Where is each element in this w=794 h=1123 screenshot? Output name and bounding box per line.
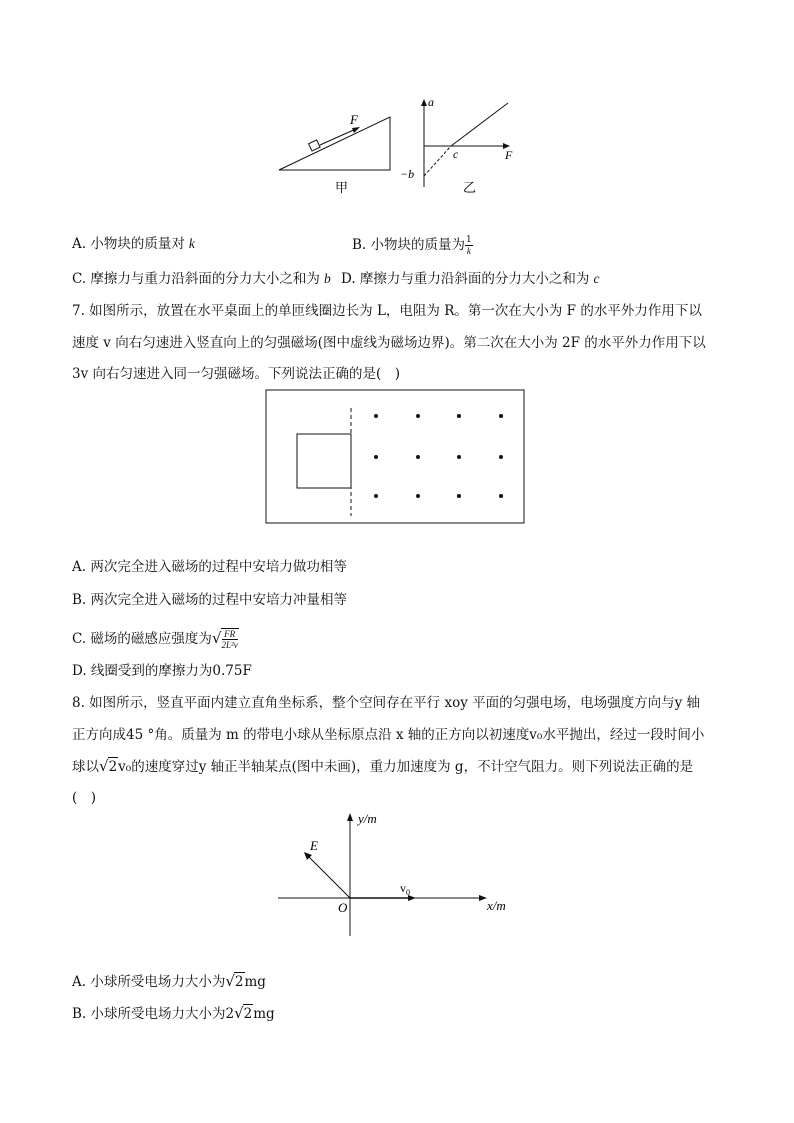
field-dot bbox=[499, 494, 503, 498]
sqrt-sign: √ bbox=[211, 629, 222, 647]
a-axis-label: a bbox=[428, 95, 434, 109]
q7-option-b: B. 两次完全进入磁场的过程中安培力冲量相等 bbox=[72, 592, 348, 608]
x-axis-label: x/m bbox=[487, 898, 506, 913]
field-dot bbox=[499, 455, 503, 459]
figure-q8-coordinate-system bbox=[270, 808, 520, 942]
intercept-minus-b: −b bbox=[400, 167, 415, 181]
field-dot bbox=[499, 414, 503, 418]
q6-option-b: B. 小物块的质量为 $\frac{1}{k}$ bbox=[352, 235, 472, 256]
graph-line-dashed bbox=[424, 146, 451, 176]
q8-option-b: B. 小球所受电场力大小为2√2mg bbox=[72, 1004, 275, 1022]
sqrt-sign: √ bbox=[225, 972, 235, 990]
e-field-label: E bbox=[310, 838, 318, 853]
q8-stem-line-2: 正方向成45 °角。质量为 m 的带电小球从坐标原点沿 x 轴的正方向以初速度v₀水平抛出，经过一段时间小 bbox=[72, 727, 705, 743]
field-dot bbox=[457, 494, 461, 498]
v0-label: $v_0$ bbox=[400, 881, 410, 897]
q8-stem-line-3: 球以√2v₀的速度穿过y 轴正半轴某点(图中未画)，重力加速度为 g，不计空气阻力。则下列说法正确的是 bbox=[72, 757, 694, 775]
a-axis-arrow bbox=[421, 99, 427, 106]
field-dot bbox=[374, 414, 378, 418]
x-axis-arrow bbox=[479, 895, 487, 901]
field-dot bbox=[374, 455, 378, 459]
incline-triangle bbox=[279, 117, 390, 170]
f-axis-label: F bbox=[505, 148, 513, 162]
figure-jia-incline bbox=[270, 108, 400, 198]
force-arrow-line bbox=[320, 128, 358, 145]
field-dots bbox=[374, 414, 503, 498]
intercept-c: c bbox=[453, 147, 459, 161]
q7-stem-line-3: 3v 向右匀速进入同一匀强磁场。下列说法正确的是( ) bbox=[72, 366, 401, 382]
y-axis-label: y/m bbox=[358, 811, 377, 826]
graph-line-solid bbox=[451, 103, 508, 146]
field-dot bbox=[457, 455, 461, 459]
q6-option-d: D. 摩擦力与重力沿斜面的分力大小之和为 c bbox=[341, 271, 600, 287]
origin-label: O bbox=[338, 900, 348, 915]
q8-stem-line-1: 8. 如图所示，竖直平面内建立直角坐标系，整个空间存在平行 xoy 平面的匀强电场，电场强度方向与y 轴 bbox=[72, 695, 701, 711]
force-label: F bbox=[350, 112, 358, 127]
field-dot bbox=[416, 494, 420, 498]
field-dot bbox=[416, 414, 420, 418]
figure-yi-graph bbox=[396, 92, 526, 198]
q8-stem-line-4: ( ) bbox=[72, 790, 97, 806]
q6-option-c: C. 摩擦力与重力沿斜面的分力大小之和为 b bbox=[72, 271, 331, 287]
q7-option-c: C. 磁场的磁感应强度为√ $\frac{FR}{\text{2L²v}}$ bbox=[72, 629, 238, 650]
sqrt-sign: √ bbox=[99, 757, 109, 775]
figure-q7-magnetic-field bbox=[264, 388, 528, 526]
coil-square bbox=[297, 434, 351, 488]
q7-stem-line-1: 7. 如图所示，放置在水平桌面上的单匝线圈边长为 L，电阻为 R。第一次在大小为 F 的水平外力作用下以 bbox=[72, 303, 702, 319]
sqrt-radicand: $\frac{FR}{\text{2L²v}}$ bbox=[221, 629, 238, 650]
q8-option-a: A. 小球所受电场力大小为√2mg bbox=[72, 972, 266, 990]
q7-option-a: A. 两次完全进入磁场的过程中安培力做功相等 bbox=[72, 559, 347, 575]
fraction-one-over-k: $\frac{1}{k}$ bbox=[466, 235, 472, 256]
y-axis-arrow bbox=[347, 813, 353, 821]
table-boundary bbox=[266, 390, 524, 523]
q7-stem-line-2: 速度 v 向右匀速进入竖直向上的匀强磁场(图中虚线为磁场边界)。第二次在大小为 2F 的水平外力作用下以 bbox=[72, 335, 706, 351]
e-field-arrow-line bbox=[308, 856, 350, 898]
block-on-incline bbox=[309, 140, 321, 151]
field-dot bbox=[374, 494, 378, 498]
sqrt-sign: √ bbox=[234, 1004, 244, 1022]
figure-yi-caption: 乙 bbox=[463, 180, 477, 195]
q7-option-d: D. 线圈受到的摩擦力为0.75F bbox=[72, 663, 252, 679]
field-dot bbox=[457, 414, 461, 418]
field-dot bbox=[416, 455, 420, 459]
figure-jia-caption: 甲 bbox=[335, 180, 349, 195]
q6-option-a: A. 小物块的质量对 k bbox=[72, 236, 195, 252]
